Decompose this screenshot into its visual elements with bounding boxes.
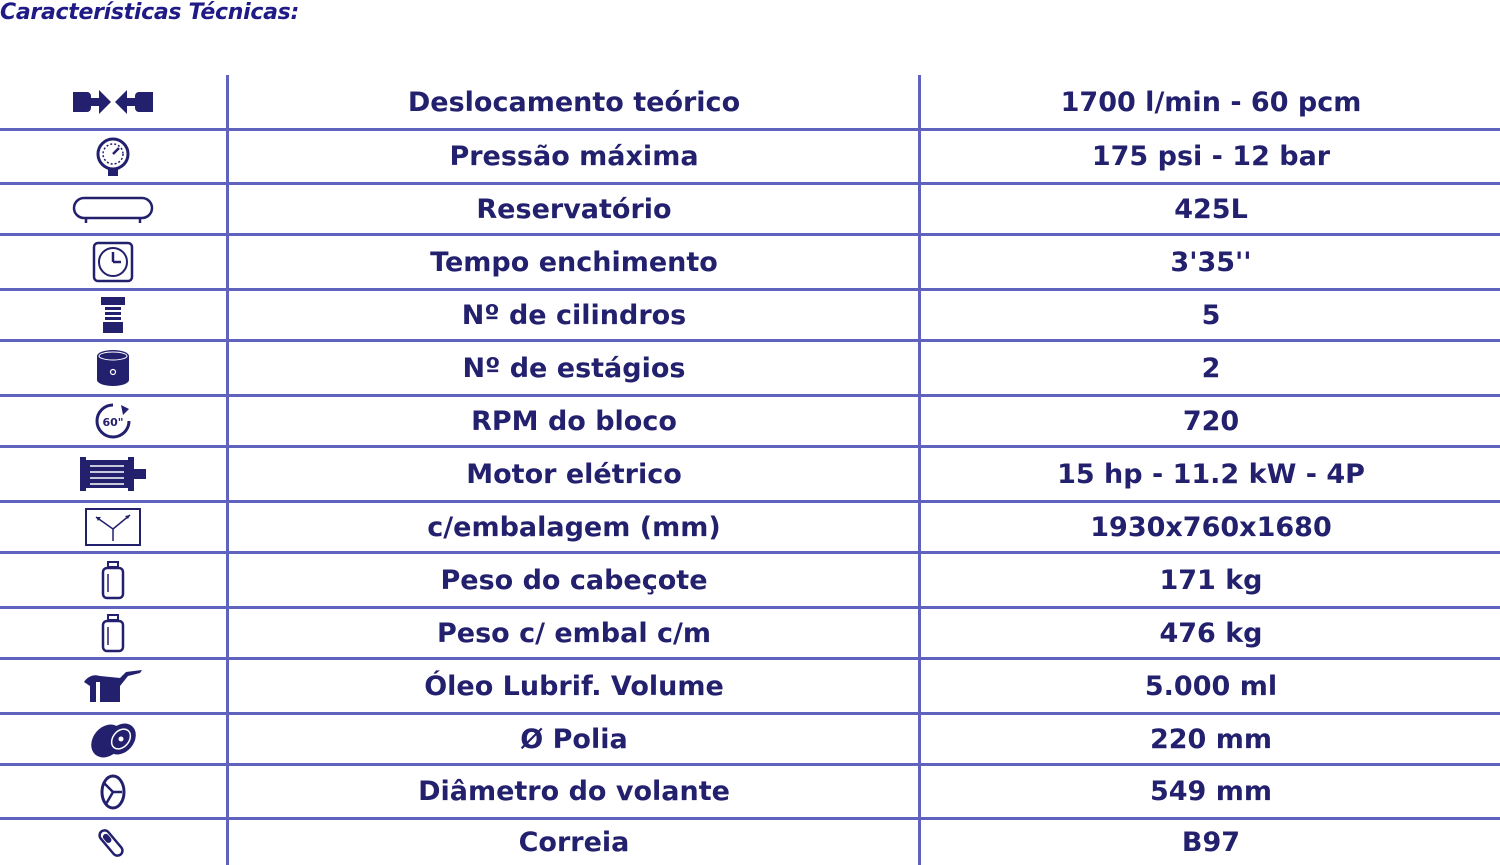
spec-label: Correia bbox=[518, 827, 630, 858]
spec-label: Nº de estágios bbox=[462, 352, 686, 384]
stage-icon bbox=[0, 342, 226, 394]
table-row bbox=[0, 185, 1500, 233]
spec-value: 1700 l/min - 60 pcm bbox=[1060, 86, 1362, 118]
spec-label: Ø Polia bbox=[520, 723, 628, 755]
spec-label: Tempo enchimento bbox=[430, 246, 718, 278]
spec-label: Motor elétrico bbox=[466, 458, 682, 490]
spec-value: 15 hp - 11.2 kW - 4P bbox=[1057, 458, 1365, 490]
spec-value: 720 bbox=[1182, 405, 1240, 437]
page-title: Características Técnicas: bbox=[0, 0, 299, 25]
spec-value: 549 mm bbox=[1149, 776, 1273, 807]
table-row bbox=[0, 503, 1500, 551]
table-row bbox=[0, 820, 1500, 865]
table-row bbox=[0, 75, 1500, 129]
displacement-arrows-icon bbox=[0, 75, 226, 129]
box-dimensions-icon bbox=[0, 503, 226, 551]
spec-label: c/embalagem (mm) bbox=[427, 511, 721, 543]
rpm-icon bbox=[0, 397, 226, 445]
table-row bbox=[0, 609, 1500, 657]
table-row bbox=[0, 131, 1500, 182]
table-row bbox=[0, 660, 1500, 712]
spec-label: Diâmetro do volante bbox=[418, 776, 730, 807]
cylinder-icon bbox=[0, 291, 226, 339]
spec-label: Óleo Lubrif. Volume bbox=[424, 670, 724, 702]
spec-value: B97 bbox=[1181, 827, 1241, 858]
table-row bbox=[0, 554, 1500, 606]
spec-value: 175 psi - 12 bar bbox=[1091, 141, 1331, 172]
spec-value: 425L bbox=[1174, 193, 1248, 225]
table-row bbox=[0, 448, 1500, 500]
weight-icon bbox=[0, 554, 226, 606]
spec-label: Pressão máxima bbox=[449, 141, 699, 172]
table-row bbox=[0, 715, 1500, 763]
spec-value: 1930x760x1680 bbox=[1090, 511, 1332, 543]
spec-label: RPM do bloco bbox=[471, 405, 677, 437]
oil-can-icon bbox=[0, 660, 226, 712]
motor-icon bbox=[0, 448, 226, 500]
table-row bbox=[0, 766, 1500, 817]
spec-value: 220 mm bbox=[1149, 723, 1273, 755]
tank-icon bbox=[0, 185, 226, 233]
spec-value: 3'35'' bbox=[1170, 246, 1252, 278]
spec-value: 5.000 ml bbox=[1144, 670, 1278, 702]
table-row bbox=[0, 236, 1500, 288]
pressure-gauge-icon bbox=[0, 131, 226, 182]
spec-label: Deslocamento teórico bbox=[407, 86, 741, 118]
spec-label: Peso do cabeçote bbox=[440, 564, 708, 596]
specs-table bbox=[0, 75, 1500, 865]
table-row bbox=[0, 342, 1500, 394]
table-row bbox=[0, 397, 1500, 445]
spec-value: 2 bbox=[1201, 352, 1221, 384]
pulley-icon bbox=[0, 715, 226, 763]
flywheel-icon bbox=[0, 766, 226, 817]
spec-value: 5 bbox=[1201, 299, 1221, 331]
belt-icon bbox=[0, 820, 226, 865]
spec-value: 476 kg bbox=[1159, 617, 1263, 649]
clock-icon bbox=[0, 236, 226, 288]
weight-icon bbox=[0, 609, 226, 657]
table-row bbox=[0, 291, 1500, 339]
spec-label: Peso c/ embal c/m bbox=[436, 617, 712, 649]
spec-label: Nº de cilindros bbox=[461, 299, 687, 331]
spec-label: Reservatório bbox=[476, 193, 672, 225]
spec-value: 171 kg bbox=[1159, 564, 1263, 596]
svg-text:60": 60" bbox=[102, 416, 124, 429]
